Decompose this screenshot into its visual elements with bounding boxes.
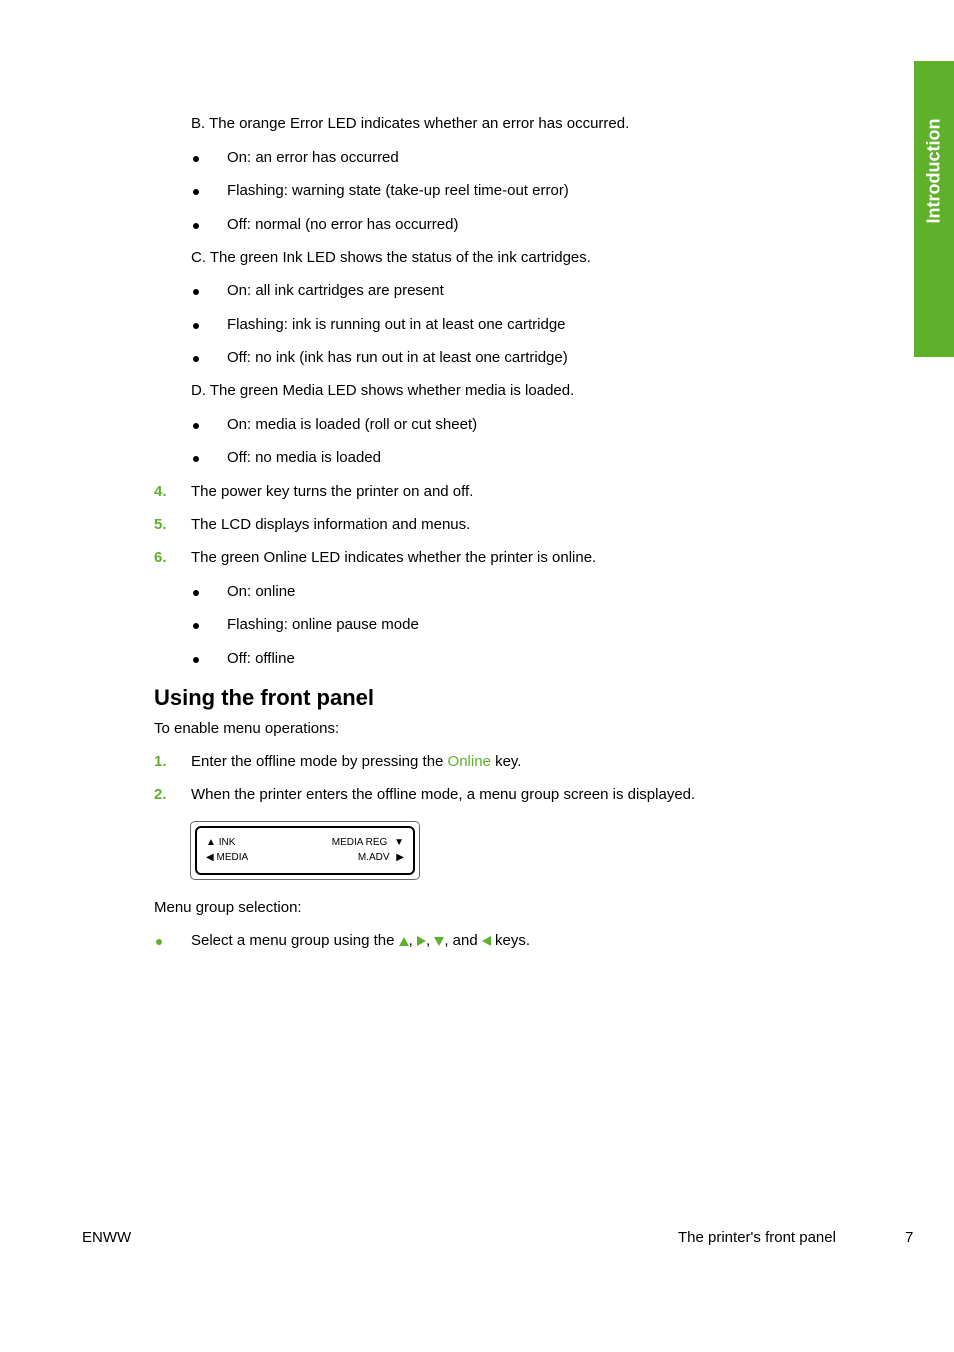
step-1-text [191, 753, 521, 771]
green-bullet-icon [156, 939, 162, 945]
list-number: 6. [154, 549, 167, 566]
online-key-link[interactable]: Online [447, 753, 491, 770]
left-key-icon [482, 936, 491, 946]
step-2-text: When the printer enters the offline mode, a menu group screen is displayed. [191, 786, 696, 803]
bullet-icon [193, 223, 199, 229]
separator: , and [444, 932, 478, 949]
footer-left: ENWW [82, 1229, 132, 1246]
bullet-icon [193, 156, 199, 162]
led-paragraph: B. The orange Error LED indicates whether an error has occurred. [191, 115, 630, 132]
select-after: keys. [490, 932, 531, 949]
list-number: 5. [154, 516, 167, 533]
page-number: 7 [905, 1229, 914, 1246]
numbered-item-text: The green Online LED indicates whether the printer is online. [191, 549, 597, 566]
lcd-row-media [206, 852, 248, 864]
up-key-icon [399, 937, 409, 946]
lcd-row-madv [358, 852, 404, 864]
bullet-text: Flashing: warning state (take-up reel time-out error) [227, 182, 569, 199]
bullet-text: Off: no ink (ink has run out in at least one cartridge) [227, 349, 568, 366]
bullet-icon [193, 356, 199, 362]
lcd-ink-label: INK [218, 837, 236, 848]
arrow-right-icon: ▶ [396, 852, 404, 863]
bullet-icon [193, 189, 199, 195]
lcd-row-ink [206, 837, 235, 849]
bullet-icon [193, 289, 199, 295]
bullet-text: Flashing: ink is running out in at least one cartridge [227, 316, 566, 333]
bullet-text: On: all ink cartridges are present [227, 282, 444, 299]
lcd-media-label: MEDIA [216, 852, 249, 863]
led-paragraph: C. The green Ink LED shows the status of the ink cartridges. [191, 249, 591, 266]
intro-text: To enable menu operations: [154, 720, 340, 737]
select-before: Select a menu group using the [191, 932, 399, 949]
bullet-text: On: online [227, 583, 296, 600]
step-1-after: key. [490, 753, 522, 770]
bullet-text: Off: offline [227, 650, 295, 667]
arrow-up-icon: ▲ [206, 837, 216, 848]
step-number: 2. [154, 786, 167, 803]
section-tab [914, 61, 954, 357]
bullet-icon [193, 657, 199, 663]
section-tab-label: Introduction [923, 118, 944, 224]
bullet-icon [193, 623, 199, 629]
select-instruction [191, 932, 530, 950]
numbered-item-text: The LCD displays information and menus. [191, 516, 471, 533]
step-number: 1. [154, 753, 167, 770]
bullet-icon [193, 323, 199, 329]
numbered-item-text: The power key turns the printer on and off. [191, 483, 474, 500]
bullet-icon [193, 590, 199, 596]
step-1-before: Enter the offline mode by pressing the [191, 753, 448, 770]
bullet-text: Off: no media is loaded [227, 449, 381, 466]
lcd-display [195, 826, 415, 875]
bullet-text: On: an error has occurred [227, 149, 399, 166]
right-key-icon [417, 936, 426, 946]
section-heading: Using the front panel [154, 685, 374, 710]
separator: , [425, 932, 431, 949]
bullet-text: On: media is loaded (roll or cut sheet) [227, 416, 478, 433]
bullet-icon [193, 456, 199, 462]
lcd-row-media-reg [332, 837, 404, 849]
footer-title: The printer's front panel [678, 1229, 836, 1246]
lcd-menu-screen [190, 821, 420, 880]
down-key-icon [434, 937, 444, 946]
lcd-media-reg-label: MEDIA REG [331, 837, 388, 848]
lcd-madv-label: M.ADV [357, 852, 390, 863]
list-number: 4. [154, 483, 167, 500]
bullet-text: Flashing: online pause mode [227, 616, 419, 633]
arrow-down-icon: ▼ [394, 837, 404, 848]
menu-selection-label: Menu group selection: [154, 899, 302, 916]
led-paragraph: D. The green Media LED shows whether media is loaded. [191, 382, 575, 399]
bullet-icon [193, 423, 199, 429]
bullet-text: Off: normal (no error has occurred) [227, 216, 459, 233]
arrow-left-icon: ◀ [206, 852, 214, 863]
separator: , [408, 932, 413, 949]
